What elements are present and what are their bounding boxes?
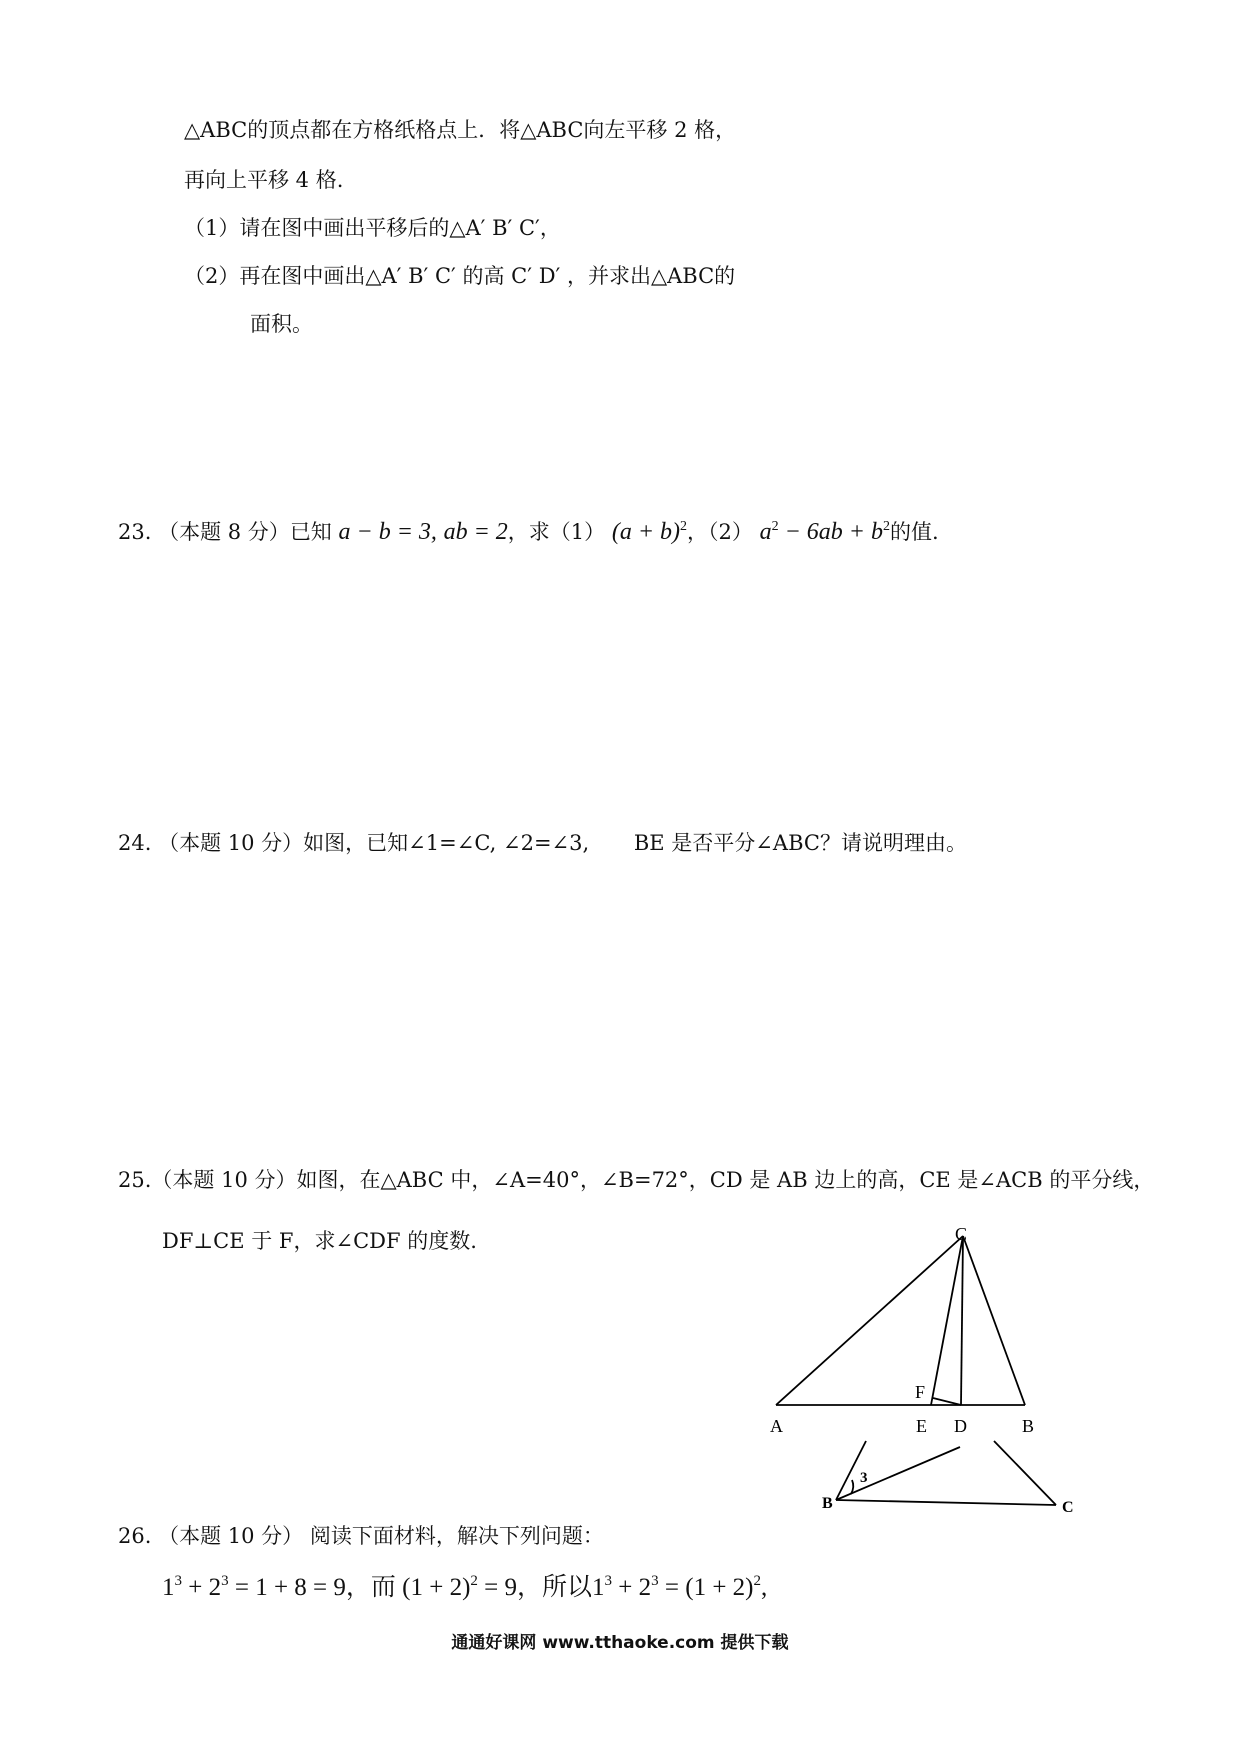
label-d: D bbox=[954, 1416, 967, 1436]
q25-number: 25. bbox=[118, 1168, 152, 1192]
q26-text: 阅读下面材料，解决下列问题： bbox=[309, 1524, 604, 1548]
q22-line1: △ABC的顶点都在方格纸格点上．将△ABC向左平移 2 格， bbox=[184, 118, 737, 142]
segment-bc bbox=[963, 1236, 1025, 1405]
q22-line2: 再向上平移 4 格. bbox=[184, 168, 344, 192]
label-e: E bbox=[916, 1416, 927, 1436]
q23-score: （本题 8 分） bbox=[158, 520, 290, 544]
q25-text: 如图，在△ABC 中，∠A=40°，∠B=72°，CD 是 AB 边上的高，CE 是∠ACB 的平分线， bbox=[296, 1168, 1155, 1192]
q26 bbox=[118, 1522, 604, 1550]
q23-number: 23. bbox=[118, 520, 152, 544]
segment-c-up bbox=[994, 1441, 1056, 1505]
q24-text: 如图，已知∠1=∠C, ∠2=∠3, bbox=[303, 831, 590, 855]
label-f: F bbox=[915, 1382, 926, 1402]
q23-condition-2: ab = 2 bbox=[443, 519, 508, 545]
label-b: B bbox=[1022, 1416, 1035, 1436]
q24 bbox=[118, 829, 967, 857]
segment-cd bbox=[961, 1236, 963, 1405]
segment-b-diagonal bbox=[836, 1447, 960, 1500]
q22-part2: （2）再在图中画出△A′ B′ C′ 的高 C′ D′ ，并求出△ABC的 bbox=[184, 264, 736, 288]
segment-b-up bbox=[836, 1441, 866, 1500]
q23-expression-2: $a^2 - 6ab + b^2$ bbox=[759, 519, 890, 545]
q23-condition-1: a − b = 3 bbox=[338, 519, 431, 545]
q22-part2-cont: 面积。 bbox=[250, 312, 313, 336]
page-footer: 通通好课网 www.tthaoke.com 提供下载 bbox=[451, 1633, 789, 1653]
q26-score: （本题 10 分） bbox=[158, 1524, 304, 1548]
label-angle-3: 3 bbox=[860, 1470, 868, 1486]
q25-score: （本题 10 分） bbox=[151, 1168, 297, 1192]
angle-arc bbox=[851, 1480, 853, 1494]
q23: 23. （本题 8 分）已知 a − b = 3, ab = 2，求（1） $(a + b)^2$，（2） $a^2 - 6ab + b^2$的值. bbox=[118, 519, 939, 545]
label-a: A bbox=[770, 1416, 783, 1436]
q23-expression-1: $(a + b)^2$ bbox=[611, 519, 688, 545]
q25-line2: DF⊥CE 于 F，求∠CDF 的度数. bbox=[162, 1229, 477, 1253]
label-c: C bbox=[1062, 1499, 1074, 1516]
label-b: B bbox=[822, 1495, 833, 1512]
segment-ce bbox=[931, 1236, 963, 1405]
segment-bc bbox=[836, 1500, 1056, 1505]
q26-number: 26. bbox=[118, 1524, 152, 1548]
segment-ac bbox=[776, 1236, 963, 1405]
q24-number: 24. bbox=[118, 831, 152, 855]
q26-formula: $1^3 + 2^3 = 1 + 8 = 9$，而 $(1 + 2)^2 = 9$，所以$1^3 + 2^3 = (1 + 2)^2$, bbox=[162, 1573, 768, 1601]
segment-df bbox=[933, 1398, 961, 1405]
q24-question: BE 是否平分∠ABC？请说明理由。 bbox=[633, 831, 967, 855]
q25-line1 bbox=[118, 1166, 1154, 1194]
q22-part1: （1）请在图中画出平移后的△A′ B′ C′， bbox=[184, 216, 561, 240]
label-c: C bbox=[955, 1224, 968, 1244]
q24-score: （本题 10 分） bbox=[158, 831, 304, 855]
